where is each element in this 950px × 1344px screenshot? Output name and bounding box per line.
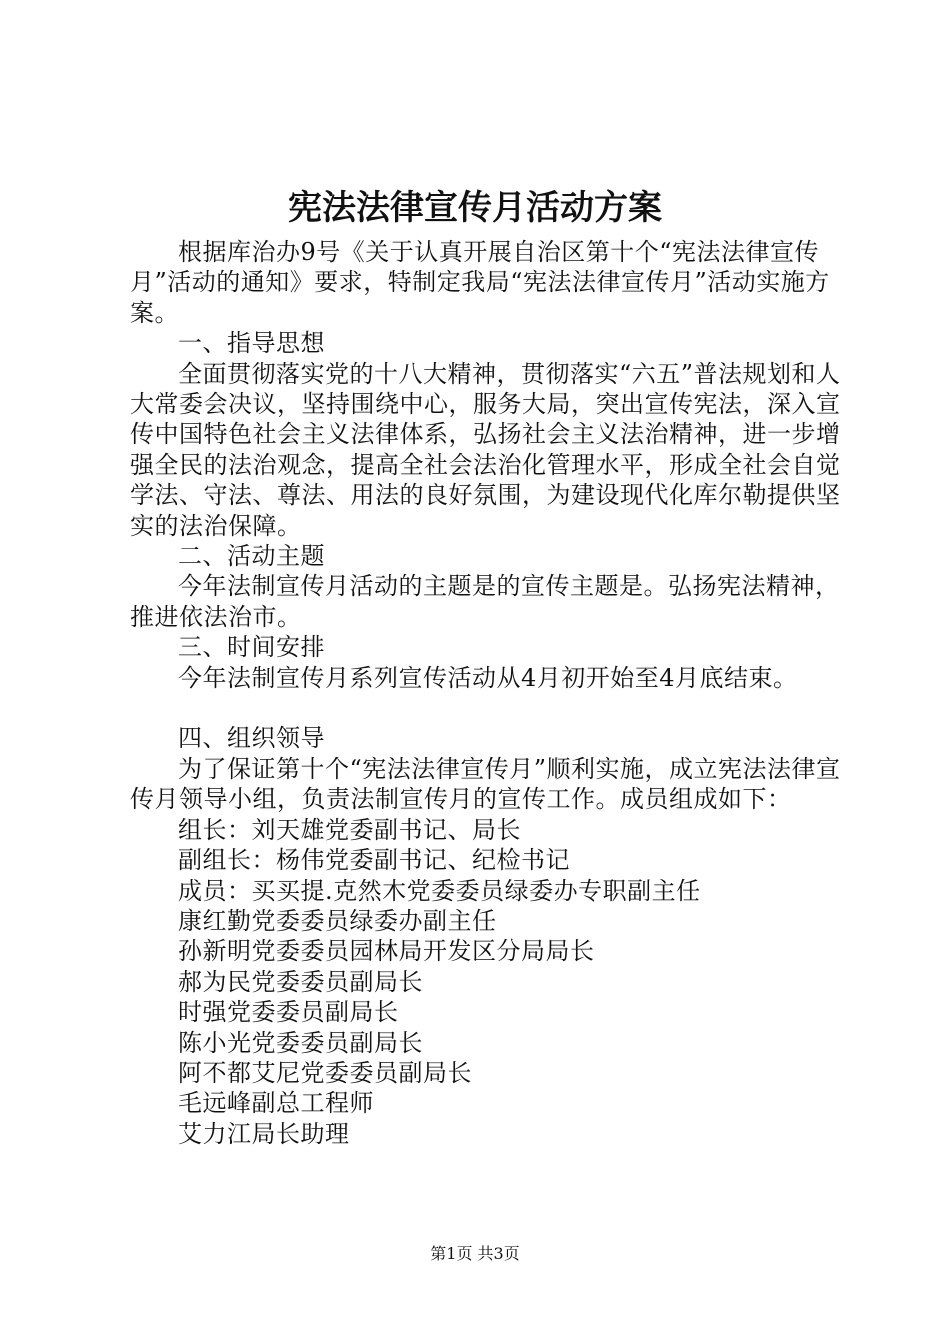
member-line: 郝为民党委委员副局长 — [178, 967, 423, 996]
intro-paragraph: 根据库治办9号《关于认真开展自治区第十个“宪法法律宣传月”活动的通知》要求，特制定我局“宪法法律宣传月”活动实施方案。 — [130, 238, 830, 327]
member-line: 陈小光党委委员副局长 — [178, 1028, 423, 1057]
leadership-paragraph: 为了保证第十个“宪法法律宣传月”顺利实施，成立宪法法律宣传月领导小组，负责法制宣传月的宣传工作。成员组成如下： — [130, 754, 841, 814]
member-line: 成员：买买提.克然木党委委员绿委办专职副主任 — [178, 876, 701, 905]
section-heading-leadership: 四、组织领导 — [178, 724, 325, 753]
blank-line — [130, 693, 850, 723]
section-heading-activity-theme: 二、活动主题 — [178, 542, 325, 571]
document-body — [130, 237, 850, 1149]
member-line: 孙新明党委委员园林局开发区分局局长 — [178, 937, 595, 966]
section-heading-guiding-thought: 一、指导思想 — [178, 329, 325, 358]
member-line: 组长：刘天雄党委副书记、局长 — [178, 815, 521, 844]
page-footer: 第1页 共3页 — [430, 1244, 520, 1263]
activity-theme-paragraph: 今年法制宣传月活动的主题是的宣传主题是。弘扬宪法精神，推进依法治市。 — [130, 572, 840, 631]
member-line: 康红勤党委委员绿委办副主任 — [178, 906, 497, 935]
member-line: 副组长：杨伟党委副书记、纪检书记 — [178, 846, 570, 875]
member-line: 艾力江局长助理 — [178, 1119, 350, 1148]
member-line: 毛远峰副总工程师 — [178, 1089, 374, 1118]
section-heading-schedule: 三、时间安排 — [178, 633, 325, 662]
guiding-thought-paragraph: 全面贯彻落实党的十八大精神，贯彻落实“六五”普法规划和人大常委会决议，坚持围绕中心，服务大局，突出宣传宪法，深入宣传中国特色社会主义法律体系，弘扬社会主义法治精神，进一步增强全民的法治观念，提高全社会法治化管理水平，形成全社会自觉学法、守法、尊法、用法的良好氛围，为建设现代化库尔勒提供坚实的法治保障。 — [130, 359, 841, 540]
member-line: 阿不都艾尼党委委员副局长 — [178, 1058, 472, 1087]
document-title: 宪法法律宣传月活动方案 — [288, 188, 662, 228]
schedule-paragraph: 今年法制宣传月系列宣传活动从4月初开始至4月底结束。 — [178, 663, 798, 692]
member-line: 时强党委委员副局长 — [178, 998, 399, 1027]
